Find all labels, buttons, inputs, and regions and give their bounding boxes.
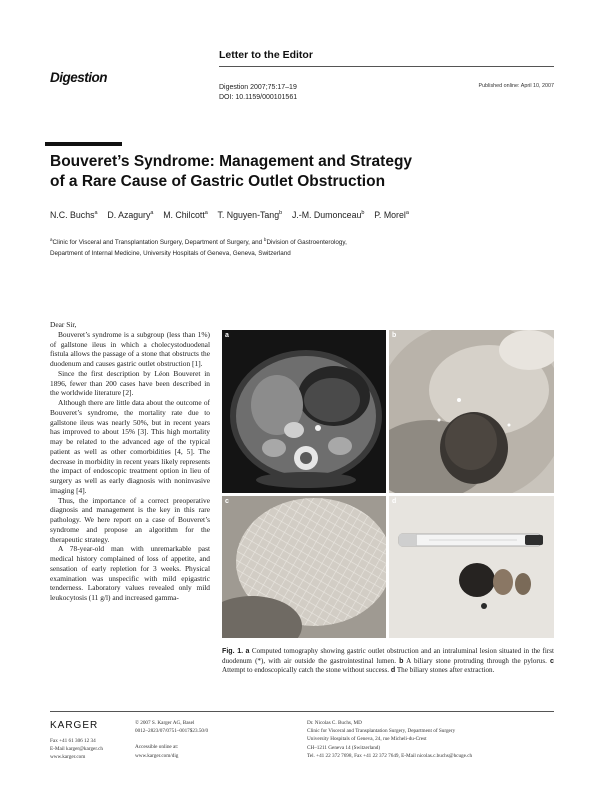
figure-panel-c bbox=[222, 496, 386, 638]
title-line-1: Bouveret’s Syndrome: Management and Strategy bbox=[50, 153, 413, 170]
body-text bbox=[50, 320, 210, 603]
paragraph: A 78-year-old man with unremarkable past medical history complained of loss of appetite, and sensation of early repletion for 3 weeks. Physical examination was unspecific with mild epigastric tenderness. Laboratory values revealed only mild leukocytosis (11 g/l) and increased gamma- bbox=[50, 544, 210, 602]
author: P. Morel$^a$ bbox=[374, 210, 409, 220]
publisher-contact bbox=[50, 737, 103, 762]
figure-panel-d bbox=[389, 496, 554, 638]
ct-scan-image bbox=[222, 330, 386, 493]
panel-label-c: c bbox=[225, 498, 229, 505]
panel-label-b: b bbox=[392, 332, 397, 339]
author: J.-M. Dumonceau$^b$ bbox=[291, 210, 365, 220]
citation bbox=[219, 83, 297, 103]
journal-logo: Digestion bbox=[50, 70, 108, 85]
salutation: Dear Sir, bbox=[50, 320, 77, 329]
author: T. Nguyen-Tang$^b$ bbox=[217, 210, 283, 220]
publisher-email[interactable]: E-Mail karger@karger.ch bbox=[50, 746, 103, 753]
figure-caption: Fig. 1. a Computed tomography showing gastric outlet obstruction and an intraluminal lesion situated in the first duodenum (*), with air outside the gastrointestinal lumen. b A biliary stone protruding through the pylorus. c Attempt to endoscopically catch the stone without success. d The biliary stones after extraction. bbox=[222, 647, 554, 675]
panel-label-a: a bbox=[225, 332, 229, 339]
footer-rule bbox=[50, 711, 554, 712]
citation-doi[interactable]: DOI: 10.1159/000101561 bbox=[219, 94, 298, 101]
paragraph: Since the first description by Léon Bouveret in 1896, fewer than 200 cases have been described in the worldwide literature [2]. bbox=[50, 368, 210, 398]
accessible-url[interactable]: www.karger.com/dig bbox=[135, 752, 179, 759]
publisher-fax: Fax +41 61 306 12 34 bbox=[50, 738, 96, 744]
copyright: © 2007 S. Karger AG, Basel bbox=[135, 720, 195, 726]
citation-volume: Digestion 2007;75:17–19 bbox=[219, 84, 297, 91]
correspondence: Dr. Nicolas C. Buchs, MD Clinic for Visceral and Transplantation Surgery, Department of Surgery University Hospitals of Geneva, 24, rue Micheli-du-Crest CH–1211 Geneva 14 (Switzerland) Tel. +41 22 372 7698, Fax +41 22 372 7649, E-Mail nicolas.c.buchs@hcuge.ch bbox=[307, 720, 473, 759]
endoscopy-stone-image bbox=[389, 330, 554, 493]
article-title bbox=[50, 152, 560, 192]
paragraph: Thus, the importance of a correct preoperative diagnosis and management is the key in this rare pathology. We here report on a case of Bouveret’s syndrome and propose an algorithm for the therapeutic strategy. bbox=[50, 495, 210, 544]
issn: 0012–2823/07/0751–0017$23.50/0 bbox=[135, 728, 209, 735]
title-accent-bar bbox=[45, 142, 122, 146]
published-online: Published online: April 10, 2007 bbox=[478, 83, 554, 89]
author: N.C. Buchs$^a$ bbox=[50, 210, 98, 220]
extracted-stones-image bbox=[389, 496, 554, 638]
paragraph: Bouveret’s syndrome is a subgroup (less than 1%) of gallstone ileus in which a cholecystoduodenal fistula allows the passage of a stone that obstructs the duodenum and causes gastric outlet obstruction [1]. bbox=[50, 329, 210, 368]
contact-phone-email[interactable]: Tel. +41 22 372 7698, Fax +41 22 372 7649, E-Mail nicolas.c.buchs@hcuge.ch bbox=[307, 752, 473, 759]
section-label: Letter to the Editor bbox=[219, 49, 313, 61]
contact-name: Dr. Nicolas C. Buchs, MD bbox=[307, 720, 362, 726]
publisher-web[interactable]: www.karger.com bbox=[50, 754, 86, 761]
figure-panel-b bbox=[389, 330, 554, 493]
author-list bbox=[50, 210, 409, 220]
paragraph: Although there are little data about the outcome of Bouveret’s syndrome, the mortality rate due to gallstone ileus was nearly 50%, but in recent years has improved to about 15% [3]. This high mortality may be related to the advanced age of the typical patient as well as other comorbidities [4, 5]. The decrease in morbidity in recent years likely represents the impact of endoscopic treatment option in lieu of surgery as well as early diagnosis with noninvasive imaging [4]. bbox=[50, 398, 210, 495]
figure-panel-a bbox=[222, 330, 386, 493]
title-line-2: of a Rare Cause of Gastric Outlet Obstruction bbox=[50, 173, 386, 190]
affiliations: $^a$Clinic for Visceral and Transplantation Surgery, Department of Surgery, and $^b$Division of Gastroenterology, Department of Internal Medicine, University Hospitals of Geneva, Geneva, Switzerland bbox=[50, 237, 347, 257]
publisher-logo: KARGER bbox=[50, 720, 99, 731]
panel-label-d: d bbox=[392, 498, 397, 505]
endoscopy-basket-image bbox=[222, 496, 386, 638]
copyright-block bbox=[135, 719, 208, 760]
author: M. Chilcott$^a$ bbox=[163, 210, 208, 220]
author: D. Azagury$^a$ bbox=[107, 210, 154, 220]
header-rule bbox=[219, 66, 554, 67]
accessible-label: Accessible online at: bbox=[135, 744, 179, 751]
